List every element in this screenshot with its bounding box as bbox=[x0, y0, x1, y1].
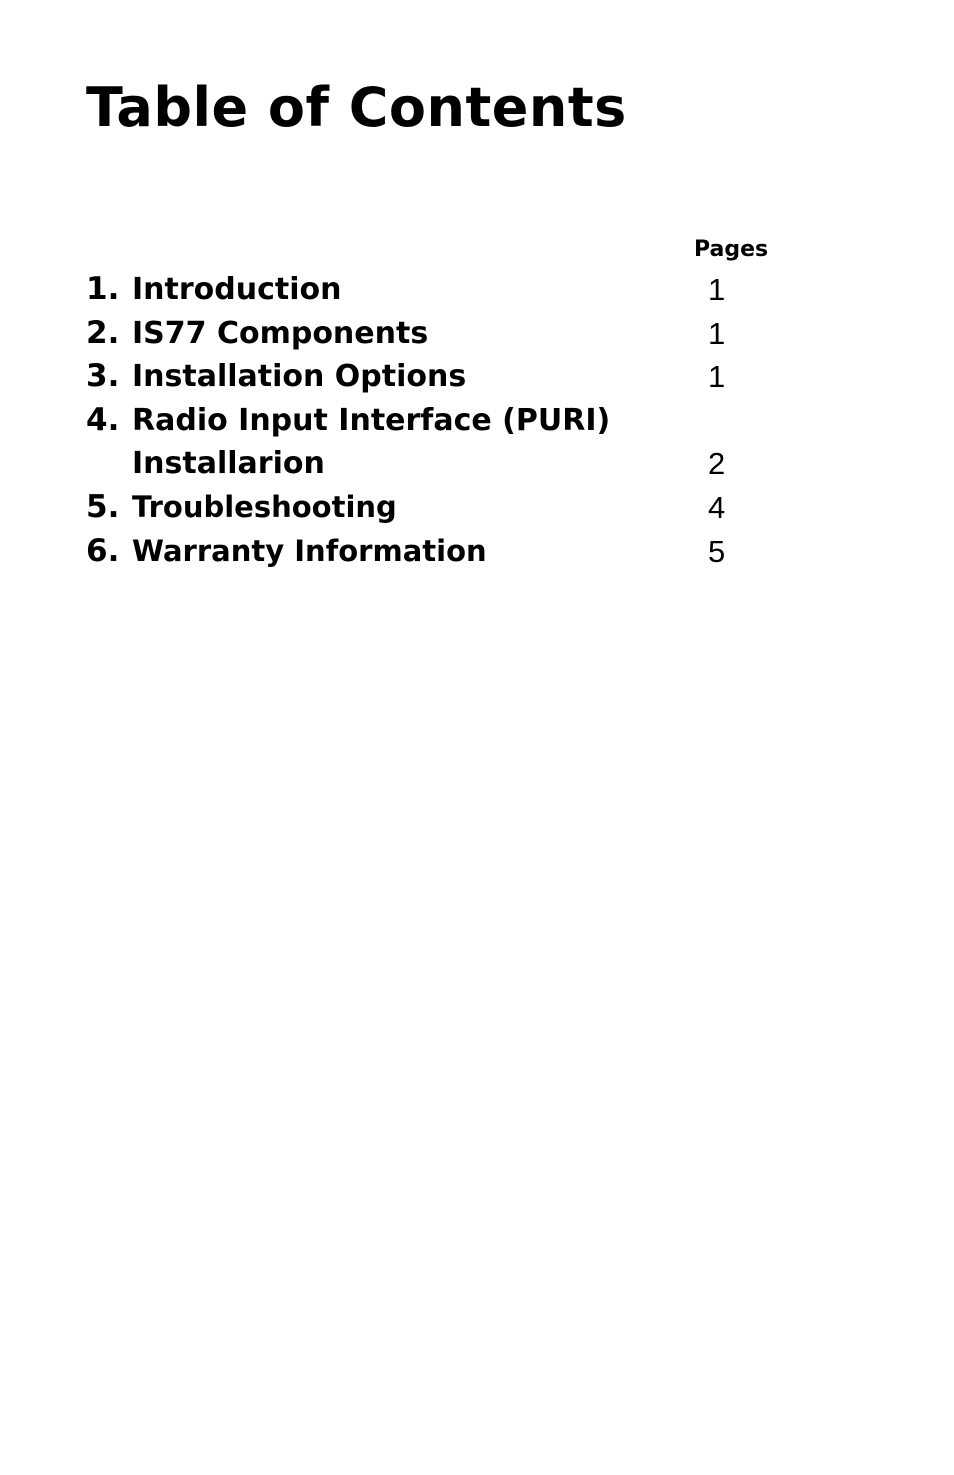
toc-entry-radio-input-interface[interactable] bbox=[86, 399, 786, 443]
toc-entry-introduction[interactable] bbox=[86, 268, 786, 312]
toc-entry-label: Introduction bbox=[132, 272, 342, 307]
toc-entry-number: 4. bbox=[86, 401, 120, 438]
toc-entry-installation-options[interactable] bbox=[86, 355, 786, 399]
toc-entry-page: 1 bbox=[708, 359, 726, 395]
page-title: Table of Contents bbox=[86, 76, 627, 139]
toc-entry-label-continued: Installarion bbox=[132, 446, 325, 482]
toc-entry-label: Installation Options bbox=[132, 359, 467, 395]
toc-entry-components[interactable] bbox=[86, 312, 786, 356]
toc-entry-page: 1 bbox=[708, 272, 726, 307]
toc-entry-page: 2 bbox=[708, 446, 726, 482]
toc-entry-page: 4 bbox=[708, 489, 726, 525]
toc-entry-label: Warranty Information bbox=[132, 533, 487, 568]
pages-column-header: Pages bbox=[694, 237, 769, 262]
table-of-contents bbox=[86, 268, 786, 573]
toc-entry-warranty[interactable] bbox=[86, 530, 786, 574]
toc-entry-page: 1 bbox=[708, 315, 726, 351]
toc-entry-label: Troubleshooting bbox=[132, 489, 397, 524]
toc-entry-number: 2. bbox=[86, 314, 120, 351]
toc-entry-number: 5. bbox=[86, 488, 120, 525]
toc-entry-troubleshooting[interactable] bbox=[86, 486, 786, 530]
toc-entry-label: Radio Input Interface (PURI) bbox=[132, 402, 611, 438]
toc-entry-page: 5 bbox=[708, 533, 726, 569]
toc-entry-number: 1. bbox=[86, 271, 120, 307]
toc-entry-label: IS77 Components bbox=[132, 315, 429, 351]
toc-entry-number: 6. bbox=[86, 532, 120, 569]
toc-entry-number: 3. bbox=[86, 358, 120, 395]
toc-entry-radio-input-interface-cont[interactable] bbox=[86, 442, 786, 486]
